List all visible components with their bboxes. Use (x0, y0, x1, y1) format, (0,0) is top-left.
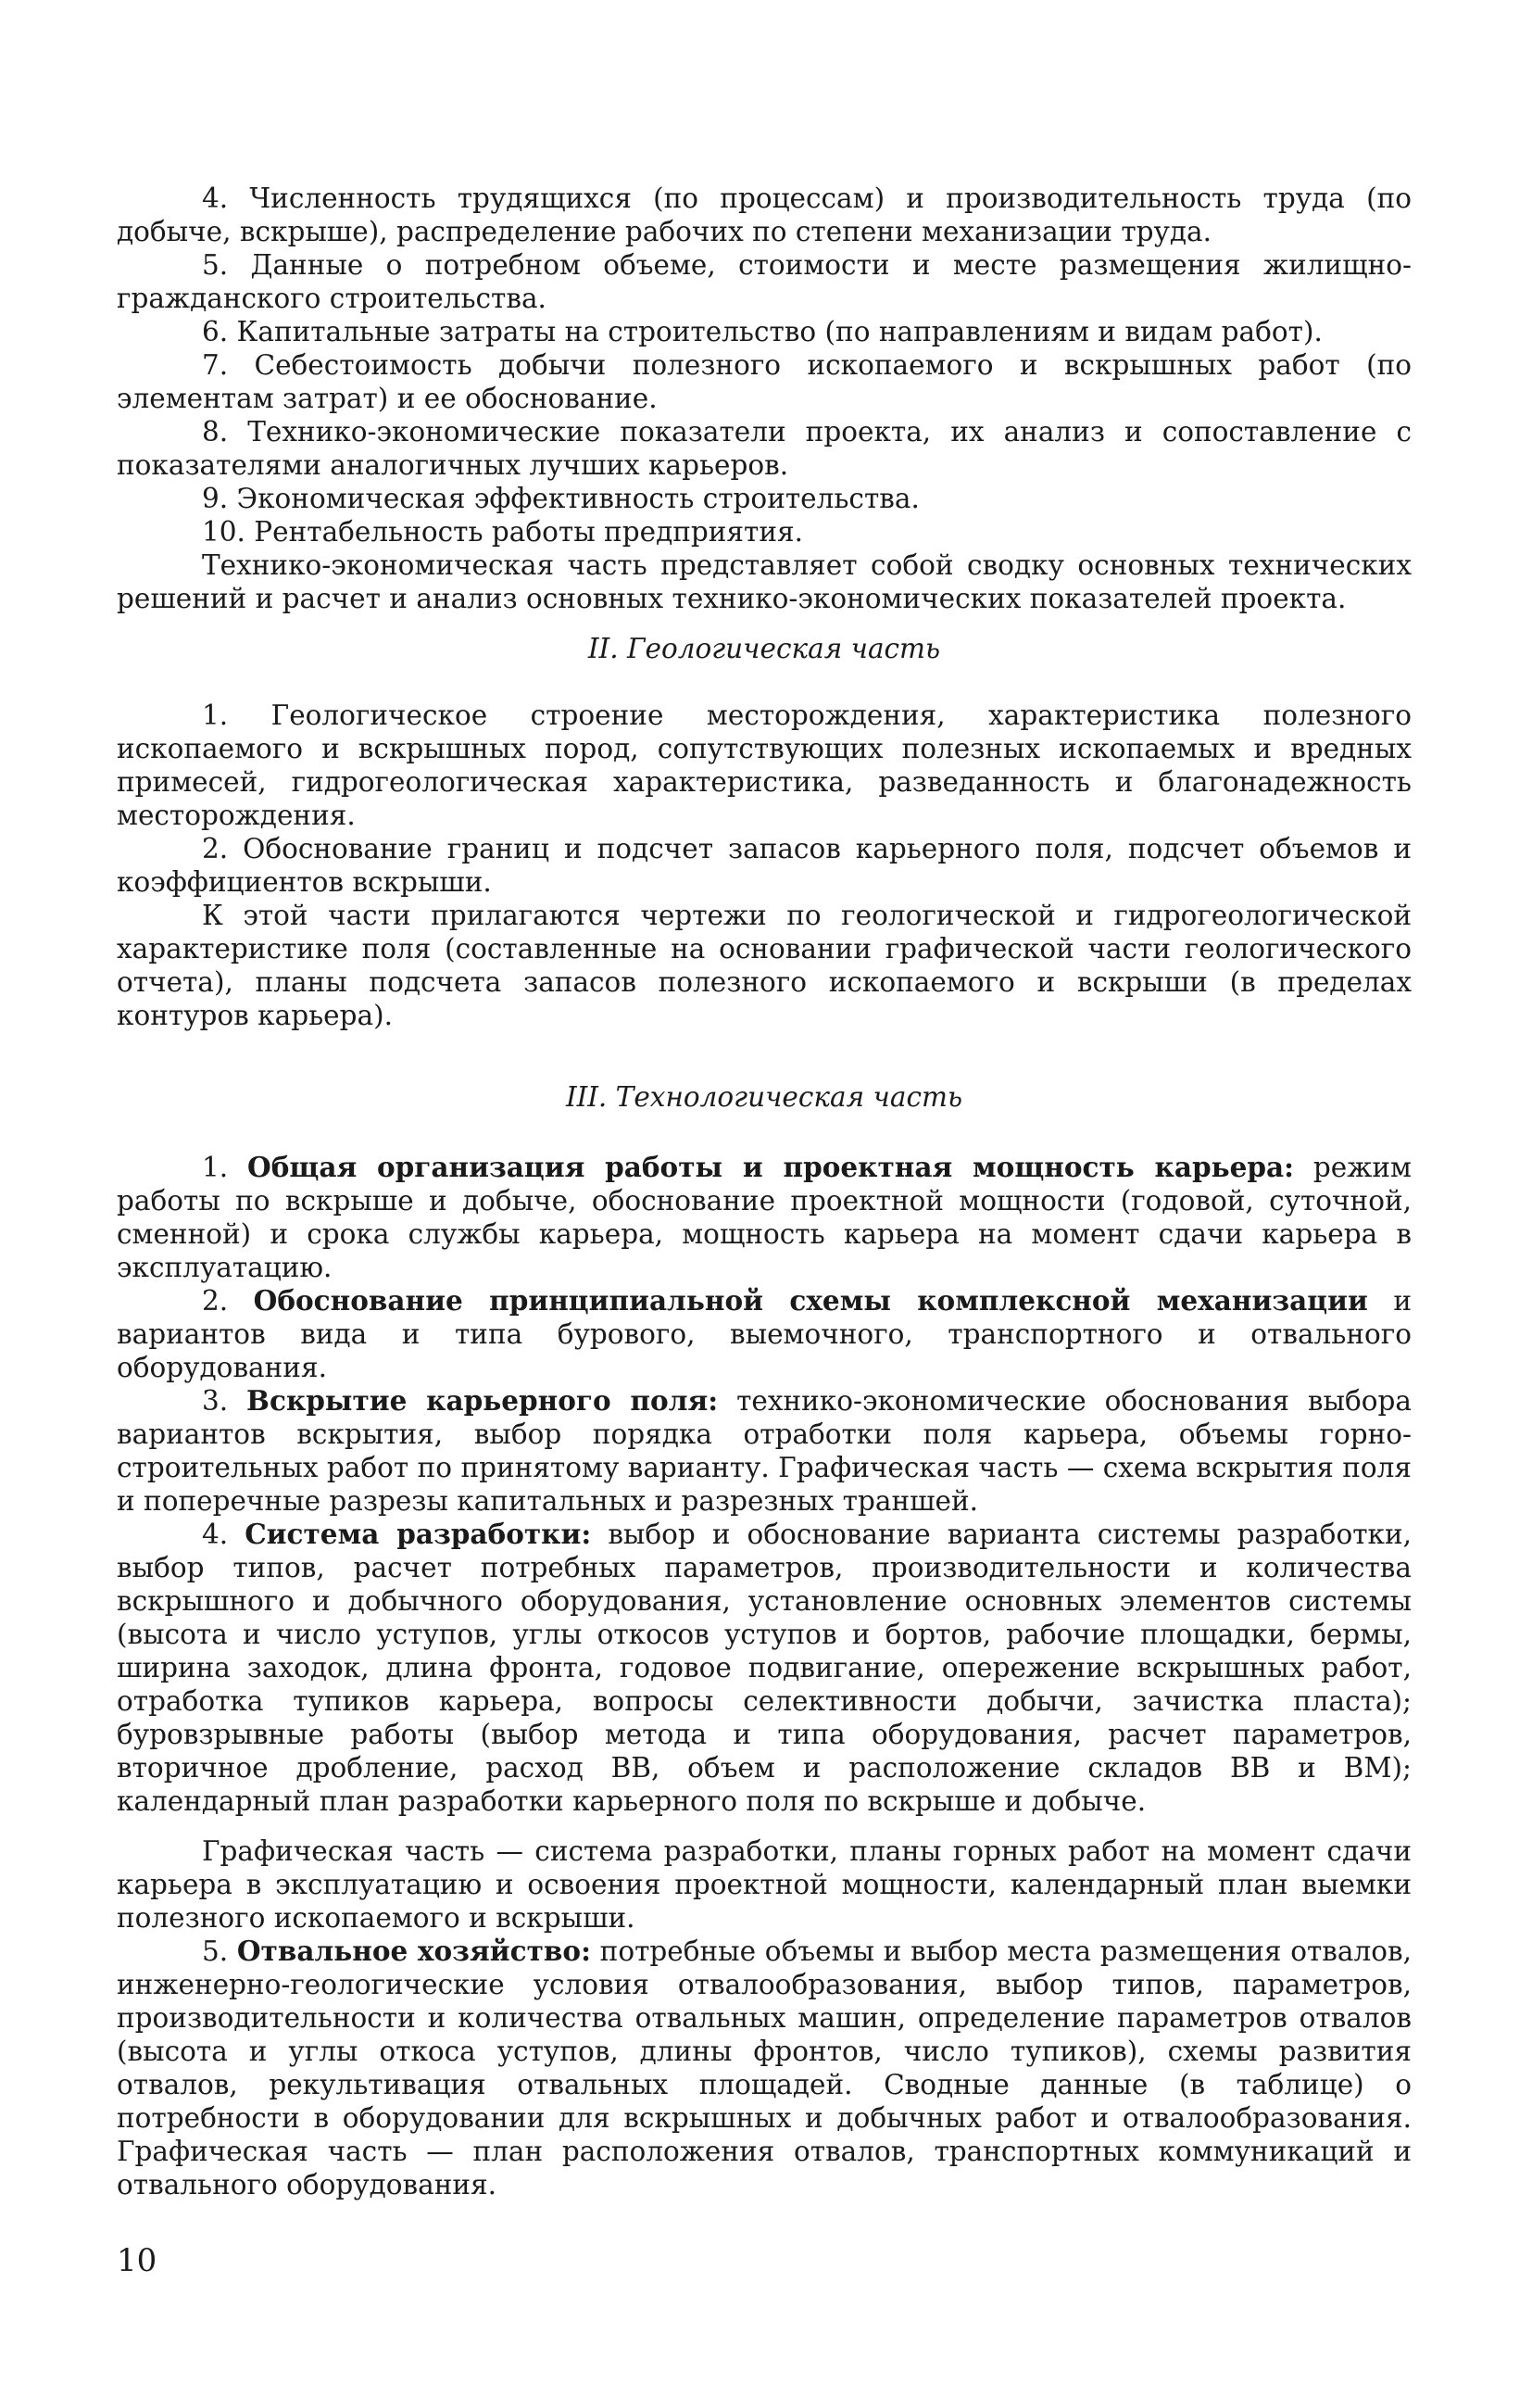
list-item: 5. Данные о потребном объеме, стоимости и месте размещения жилищно-гражданского строительства. (117, 249, 1412, 314)
list-item (117, 1384, 1412, 1518)
document-page (117, 182, 1412, 2331)
section-title-technological: III. Технологическая часть (565, 1081, 963, 1113)
graphic-note: Графическая часть — система разработки, планы горных работ на момент сдачи карьера в эксплуатацию и освоения проектной мощности, календарный план выемки полезного ископаемого и вскрыши. (117, 1835, 1412, 1934)
section-summary: К этой части прилагаются чертежи по геологической и гидрогеологической характеристике поля (составленные на основании графической части геологического отчета), планы подсчета запасов полезного ископаемого и вскрыши (в пределах контуров карьера). (117, 900, 1412, 1031)
item-text: выбор и обоснование варианта системы разработки, выбор типов, расчет потребных параметров, производительности и количества вскрышного и добычного оборудования, установление основных элементов системы (высота и число уступов, углы откосов уступов и бортов, рабочие площадки, бермы, ширина заходок, длина фронта, годовое подвигание, опережение вскрышных работ, отработка тупиков карьера, вопросы селективности добычи, зачистка пласта); буровзрывные работы (выбор метода и типа оборудования, расчет параметров, вторичное дробление, расход ВВ, объем и расположение складов ВВ и ВМ); календарный план разработки карьерного поля по вскрыше и добыче. (117, 1519, 1412, 1817)
list-item: 10. Рентабельность работы предприятия. (202, 516, 804, 548)
page-number: 10 (117, 2242, 157, 2279)
item-text: потребные объемы и выбор места размещения отвалов, инженерно-геологические условия отвалообразования, выбор типов, параметров, производительности и количества отвальных машин, определение параметров отвалов (высота и углы откоса уступов, длины фронтов, число тупиков), схемы развития отвалов, рекультивация отвальных площадей. Сводные данные (в таблице) о потребности в оборудовании для вскрышных и добычных работ и отвалообразования. Графическая часть — план расположения отвалов, транспортных коммуникаций и отвального оборудования. (117, 1935, 1412, 2200)
list-item (117, 1518, 1412, 1818)
list-item (117, 1151, 1412, 1284)
item-lead: Обоснование принципиальной схемы комплексной механизации (253, 1284, 1368, 1317)
item-lead: Система разработки: (245, 1518, 592, 1550)
item-number: 1. (202, 1152, 229, 1183)
list-item: 6. Капитальные затраты на строительство (по направлениям и видам работ). (202, 316, 1323, 347)
list-item: 2. Обоснование границ и подсчет запасов карьерного поля, подсчет объемов и коэффициентов вскрыши. (117, 833, 1412, 898)
item-text: и вариантов вида и типа бурового, выемочного, транспортного и отвального оборудования. (117, 1285, 1412, 1383)
list-item: 9. Экономическая эффективность строительства. (202, 483, 920, 514)
list-item: 4. Численность трудящихся (по процессам) и производительность труда (по добыче, вскрыше), распределение рабочих по степени механизации труда. (117, 183, 1412, 247)
list-item (117, 1935, 1412, 2201)
section-title-geological: II. Геологическая часть (587, 633, 941, 664)
list-item: 8. Технико-экономические показатели проекта, их анализ и сопоставление с показателями аналогичных лучших карьеров. (117, 416, 1412, 481)
list-item: 7. Себестоимость добычи полезного ископаемого и вскрышных работ (по элементам затрат) и ее обоснование. (117, 349, 1412, 414)
item-number: 4. (202, 1519, 229, 1550)
item-number: 5. (202, 1935, 229, 1967)
item-text: технико-экономические обоснования выбора вариантов вскрытия, выбор порядка отработки поля карьера, объемы горно-строительных работ по принятому варианту. Графическая часть — схема вскрытия поля и поперечные разрезы капитальных и разрезных траншей. (117, 1385, 1412, 1517)
item-number: 3. (202, 1385, 229, 1417)
item-number: 2. (202, 1285, 229, 1317)
section-summary: Технико-экономическая часть представляет собой сводку основных технических решений и расчет и анализ основных технико-экономических показателей проекта. (117, 549, 1412, 614)
list-item: 1. Геологическое строение месторождения, характеристика полезного ископаемого и вскрышных пород, сопутствующих полезных ископаемых и вредных примесей, гидрогеологическая характеристика, разведанность и благонадежность месторождения. (117, 700, 1412, 831)
item-lead: Отвальное хозяйство: (236, 1935, 591, 1967)
item-lead: Вскрытие карьерного поля: (246, 1384, 719, 1417)
item-lead: Общая организация работы и проектная мощность карьера: (247, 1151, 1294, 1183)
item-text: режим работы по вскрыше и добыче, обоснование проектной мощности (годовой, суточной, сменной) и срока службы карьера, мощность карьера на момент сдачи карьера в эксплуатацию. (117, 1152, 1412, 1283)
list-item (117, 1284, 1412, 1384)
